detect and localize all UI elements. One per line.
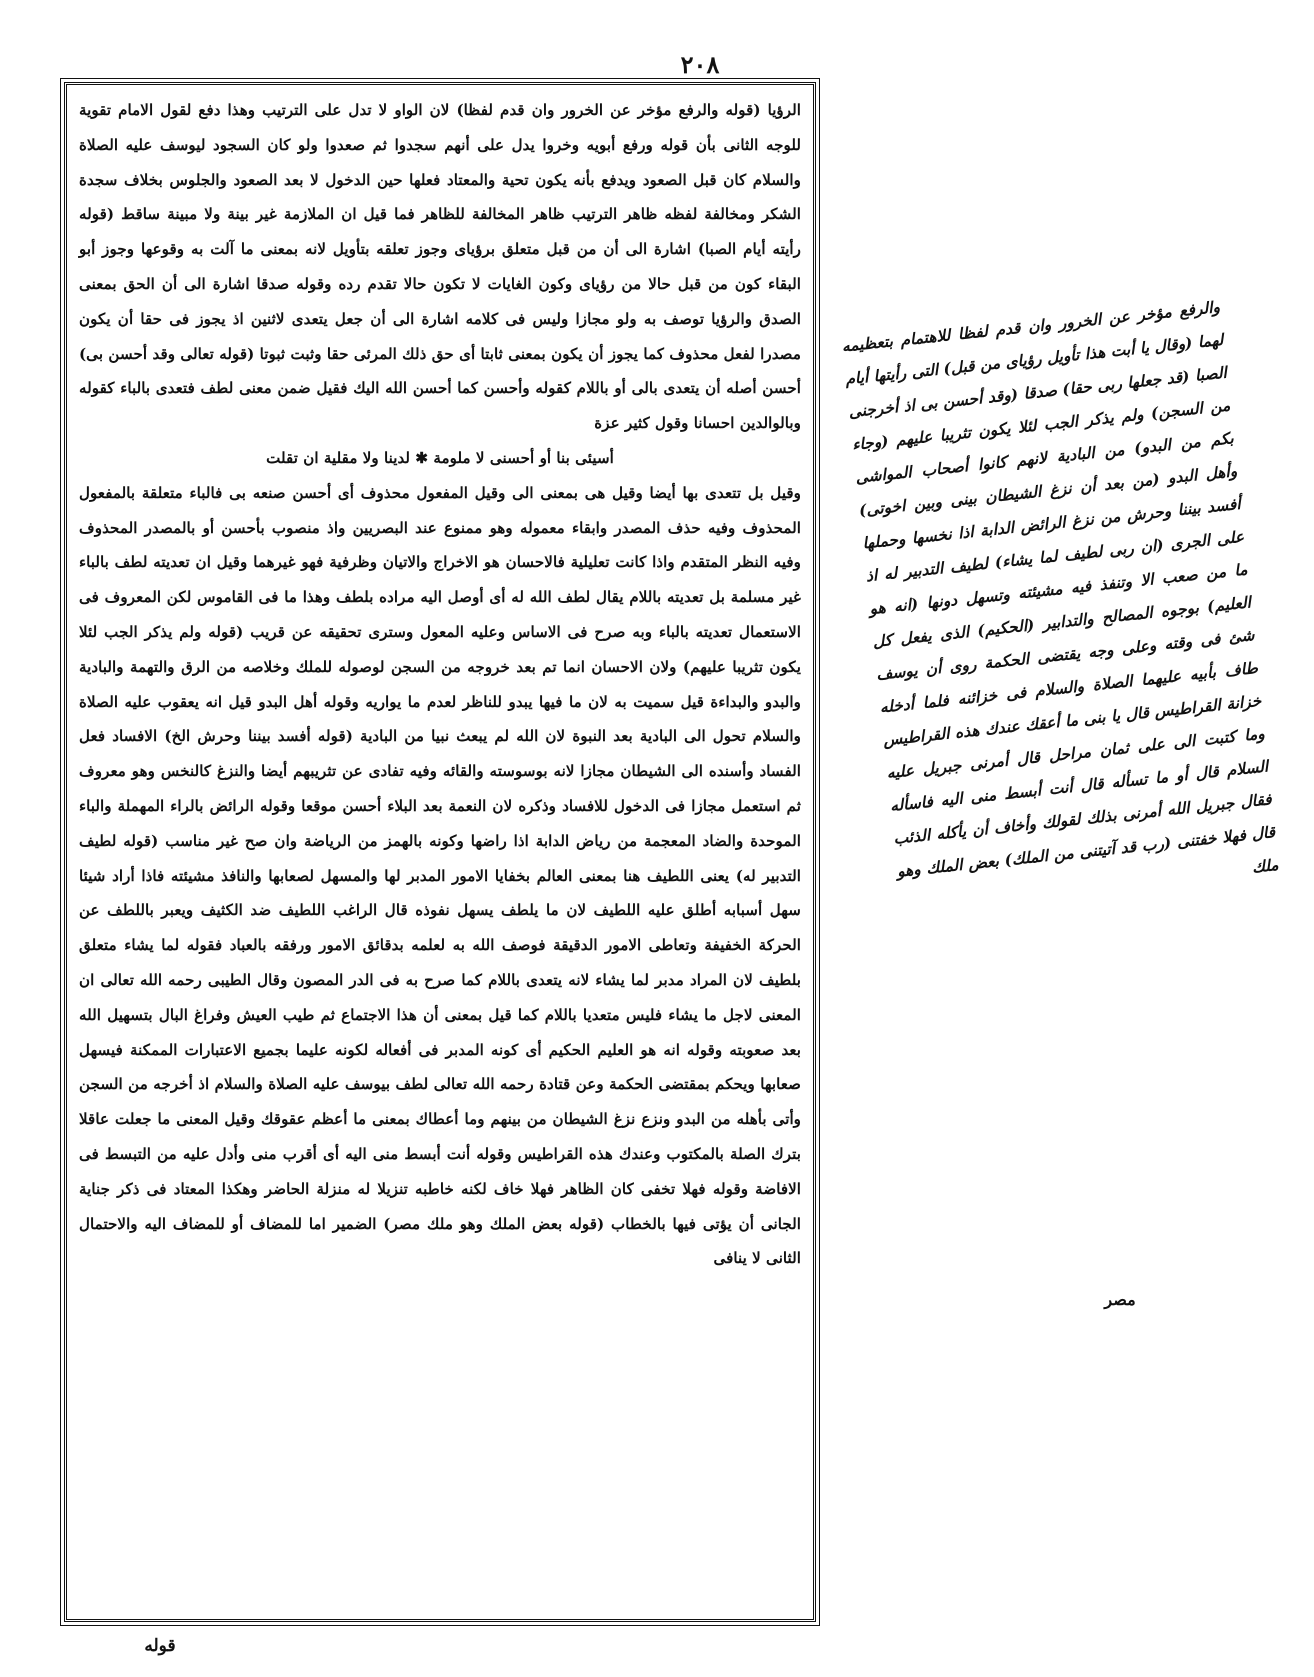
poetry-verse: أسيئى بنا أو أحسنى لا ملومة ✱ لدينا ولا مقلية ان تقلت	[266, 448, 614, 467]
catchword: قوله	[144, 1636, 176, 1656]
marginal-note: والرفع مؤخر عن الخرور وان قدم لفظا للاهتمام بتعظيمه لهما (وقال يا أبت هذا تأويل رؤياى من قبل) التى رأيتها أيام الصبا (قد جعلها ربى حقا) صدقا (وقد أحسن بى اذ أخرجنى من السجن) ولم يذكر الجب لئلا يكون تثريبا عليهم (وجاء بكم من البدو) من البادية لانهم كانوا أصحاب المواشى وأهل البدو (من بعد أن نزغ الشيطان بينى وبين اخوتى) أفسد بيننا وحرش من نزغ الرائض الدابة اذا نخسها وحملها على الجرى (ان ربى لطيف لما يشاء) لطيف التدبير له اذ ما من صعب الا وتنفذ فيه مشيئته وتسهل دونها (انه هو العليم) بوجوه المصالح والتدابير (الحكيم) الذى يفعل كل شئ فى وقته وعلى وجه يقتضى الحكمة روى أن يوسف طاف بأبيه عليهما الصلاة والسلام فى خزائنه فلما أدخله خزانة القراطيس قال يا بنى ما أعقك عندك هذه القراطيس وما كتبت الى على ثمان مراحل قال أمرنى جبريل عليه السلام قال أو ما تسأله قال أنت أبسط منى اليه فاسأله فقال جبريل الله أمرنى بذلك لقولك وأخاف أن يأكله الذئب قال فهلا خفتنى (رب قد آتيتنى من الملك) بعض الملك وهو ملك	[840, 296, 1280, 881]
main-commentary-text	[79, 93, 801, 1611]
page-number: ٢٠٨	[680, 50, 720, 79]
main-text-frame	[64, 82, 816, 1622]
commentary-paragraph-1: الرؤيا (قوله والرفع مؤخر عن الخرور وان قدم لفظا) لان الواو لا تدل على الترتيب وهذا دفع لقول الامام تقوية للوجه الثانى بأن قوله ورفع أبويه وخروا يدل على أنهم سجدوا ثم صعدوا ولو كان السجود ليوسف عليه الصلاة والسلام كان قبل الصعود ويدفع بأنه يكون تحية والمعتاد فعلها حين الدخول لا بعد الصعود والجلوس بخلاف سجدة الشكر ومخالفة لفظه ظاهر الترتيب ظاهر المخالفة للظاهر فما قيل ان الملازمة غير بينة ولا مبينة ساقط (قوله رأيته أيام الصبا) اشارة الى أن من قبل متعلق برؤياى وجوز تعلقه بتأويل لانه بمعنى ما آلت به وقوعها وجوز أبو البقاء كون من قبل حالا من رؤياى وكون الغايات لا تكون حالا تقدم رده وقوله صدقا اشارة الى أن الحق بمعنى الصدق والرؤيا توصف به ولو مجازا وليس فى كلامه اشارة الى أن جعل يتعدى لاثنين اذ يجوز فى حقا أن يكون مصدرا لفعل محذوف كما يجوز أن يكون بمعنى ثابتا أى حق ذلك المرئى حقا وثبت ثبوتا (قوله تعالى وقد أحسن بى) أحسن أصله أن يتعدى بالى أو باللام كقوله وأحسن كما أحسن الله اليك فقيل ضمن معنى لطف فتعدى بالباء كقوله وبالوالدين احسانا وقول كثير عزة	[79, 101, 801, 433]
commentary-paragraph-2: وقيل بل تتعدى بها أيضا وقيل هى بمعنى الى وقيل المفعول محذوف أى أحسن صنعه بى فالباء متعلقة بالمفعول المحذوف وفيه حذف المصدر وابقاء معموله وهو ممنوع عند البصريين واذ منصوب بأحسن أو بالمصدر المحذوف وفيه النظر المتقدم واذا كانت تعليلية فالاحسان هو الاخراج والاتيان وظرفية فهو غيرهما وقيل ان تعديته لطف بالباء غير مسلمة بل تعديته باللام يقال لطف الله له أى أوصل اليه مراده بلطف وهذا ما فى القاموس لكن المعروف فى الاستعمال تعديته بالباء وبه صرح فى الاساس وعليه المعول وسترى تحقيقه عن قريب (قوله ولم يذكر الجب لئلا يكون تثريبا عليهم) ولان الاحسان انما تم بعد خروجه من السجن لوصوله للملك وخلاصه من الرق والتهمة والبادية والبدو والبداءة قيل سميت به لان ما فيها يبدو للناظر لعدم ما يواريه وقوله أهل البدو قيل انه يعقوب عليه الصلاة والسلام تحول الى البادية بعد النبوة لان الله لم يبعث نبيا من البادية (قوله أفسد بيننا وحرش الخ) الافساد فعل الفساد وأسنده الى الشيطان مجازا لانه بوسوسته والقائه وفيه تفادى عن تثريبهم أيضا والنزغ كالنخس وهو معروف ثم استعمل مجازا فى الدخول للافساد وذكره لان النعمة بعد البلاء أحسن موقعا وقوله الرائض بالراء المهملة والباء الموحدة والضاد المعجمة من رياض الدابة اذا راضها وكونه بالهمز من الرياضة وان صح غير مناسب (قوله لطيف التدبير له) يعنى اللطيف هنا بمعنى العالم بخفايا الامور المدبر لها والمسهل لصعابها والنافذ مشيئته فاذا أراد شيئا سهل أسبابه أطلق عليه اللطيف لان ما يلطف يسهل نفوذه قال الراغب اللطيف ضد الكثيف ويعبر باللطف عن الحركة الخفيفة وتعاطى الامور الدقيقة فوصف الله به لعلمه بدقائق الامور ورفقه بالعباد فقوله لما يشاء متعلق بلطيف لان المراد مدبر لما يشاء لانه يتعدى باللام كما صرح به فى الدر المصون وقال الطيبى رحمه الله تعالى ان المعنى لاجل ما يشاء فليس متعديا باللام كما قيل بمعنى أن هذا الاجتماع ثم طيب العيش وفراغ البال بتسهيل الله بعد صعوبته وقوله انه هو العليم الحكيم أى كونه المدبر فى أفعاله لكونه عليما بجميع الاعتبارات الممكنة فيسهل صعابها ويحكم بمقتضى الحكمة وعن قتادة رحمه الله تعالى لطف بيوسف عليه الصلاة والسلام اذ أخرجه من السجن وأتى بأهله من البدو ونزع نزغ الشيطان من بينهم وما أعطاك بمعنى ما أعظم عقوقك وقيل المعنى ما جعلت عاقلا بترك الصلة بالمكتوب وعندك هذه القراطيس وقوله أنت أبسط منى اليه أى أقرب منى وأدل عليه من التبسط فى الافاضة وقوله فهلا تخفى كان الظاهر فهلا خاف لكنه خاطبه تنزيلا له منزلة الحاضر وهكذا المعتاد فى ذكر جناية الجانى أن يؤتى فيها بالخطاب (قوله بعض الملك وهو ملك مصر) الضمير اما للمضاف أو للمضاف اليه والاحتمال الثانى لا ينافى	[79, 483, 802, 1268]
marginal-note-last-word: مصر	[1104, 1290, 1136, 1309]
